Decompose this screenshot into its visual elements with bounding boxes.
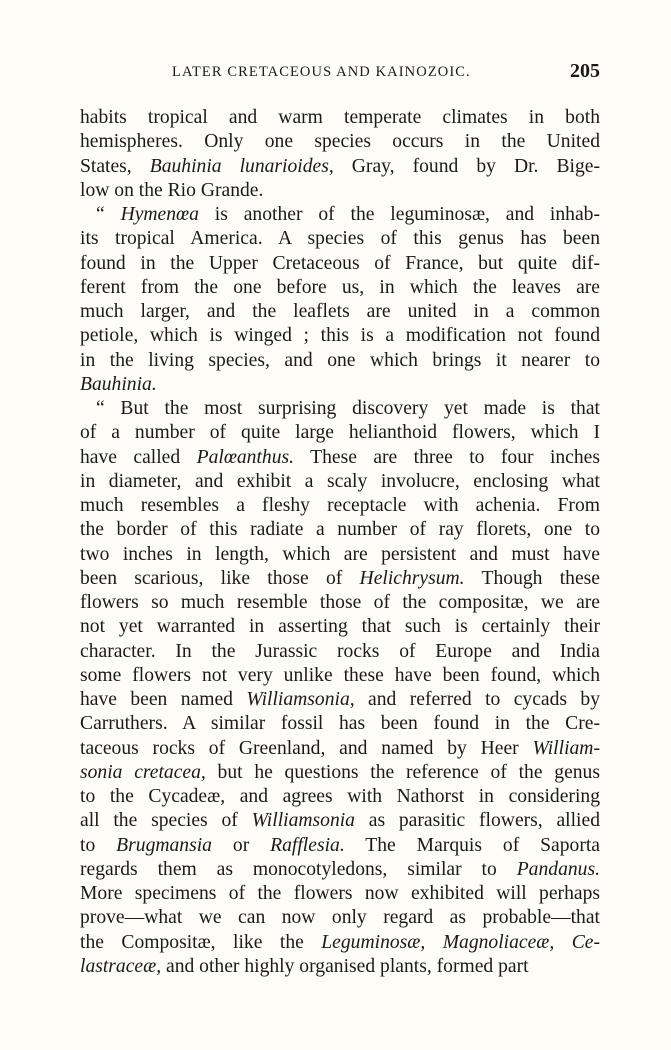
text-segment: much resembles a fleshy receptacle with achenia. From [80,495,600,516]
body-text [80,106,600,979]
italic-text: Rafflesia. [270,834,345,856]
text-line [80,227,600,251]
text-line [80,373,600,397]
text-segment: More specimens of the flowers now exhibited will perhaps [80,883,600,904]
text-line [80,155,600,179]
text-segment: the Compositæ, like the [80,931,322,953]
running-head: LATER CRETACEOUS AND KAINOZOIC. [172,64,471,80]
text-line [80,203,600,227]
text-segment: character. In the Jurassic rocks of Europe and India [80,640,600,662]
text-line [80,688,600,712]
text-segment: Though these [464,567,600,589]
text-segment: not yet warranted in asserting that such is certainly their [80,616,600,638]
text-line [80,712,600,736]
text-segment: some flowers not very unlike these have been found, which [80,664,600,686]
text-segment: low on the Rio Grande. [80,179,264,201]
text-segment: Carruthers. A similar fossil has been found in the Cre- [80,713,600,735]
text-segment: is another of the leguminosæ, and inhab- [198,204,600,225]
text-segment: as parasitic flowers, allied [354,810,600,832]
text-segment: of a number of quite large helianthoid flowers, which I [80,422,600,444]
text-line [80,130,600,154]
italic-text: Hymenœa [120,204,199,225]
text-line [80,761,600,785]
paragraph [80,106,600,203]
text-segment: or [211,834,271,856]
italic-text: Pandanus. [516,858,600,880]
text-segment: in diameter, and exhibit a scaly involucre, enclosing what [80,470,600,492]
text-segment: ferent from the one before us, in which the leaves are [80,276,600,298]
text-line [80,494,600,518]
text-segment: two inches in length, which are persistent and must have [80,543,600,565]
text-line [80,300,600,324]
text-segment: and other highly organised plants, formed part [161,955,529,977]
paragraph [80,203,600,397]
text-segment: all the species of [80,810,252,832]
italic-text: Williamsonia, [246,689,355,710]
text-segment: The Marquis of Saporta [344,834,600,856]
text-segment: petiole, which is winged ; this is a modification not found [80,325,600,347]
page-number: 205 [570,60,600,82]
text-line [80,421,600,445]
text-line [80,543,600,567]
paragraph [80,397,600,979]
text-segment: but he questions the reference of the genus [205,761,600,783]
text-line [80,664,600,688]
text-line [80,615,600,639]
text-line [80,955,600,979]
text-segment: found in the Upper Cretaceous of France, but quite dif- [80,252,600,274]
italic-text: Bauhinia lunarioides, [149,155,334,177]
text-segment: taceous rocks of Greenland, and named by Heer [80,737,533,759]
text-segment: “ [96,204,121,225]
italic-text: William- [532,737,600,759]
text-line [80,397,600,421]
text-segment: have called [80,446,197,468]
text-segment: and referred to cycads by [354,689,600,710]
text-segment: Gray, found by Dr. Bige- [333,155,600,177]
text-line [80,785,600,809]
text-segment: its tropical America. A species of this genus has been [80,228,600,250]
book-page [80,60,600,979]
text-line [80,931,600,955]
text-segment: much larger, and the leaflets are united in a common [80,301,600,322]
text-line [80,179,600,203]
text-line [80,737,600,761]
text-line [80,906,600,930]
text-line [80,567,600,591]
italic-text: Leguminosæ, Magnoliaceæ, Ce- [321,931,601,953]
text-segment: have been named [80,689,247,710]
italic-text: Bauhinia. [80,373,157,395]
page-header [80,60,600,90]
text-line [80,276,600,300]
text-line [80,518,600,542]
text-segment: to [80,834,117,856]
text-segment: been scarious, like those of [80,567,360,589]
italic-text: lastraceæ, [80,955,162,977]
text-line [80,470,600,494]
italic-text: sonia cretacea, [80,761,206,783]
text-segment: regards them as monocotyledons, similar to [80,858,517,880]
text-segment: habits tropical and warm temperate climates in both [80,107,600,128]
text-line [80,640,600,664]
italic-text: Palœanthus. [196,446,295,468]
text-line [80,858,600,882]
text-segment: “ But the most surprising discovery yet made is that [96,398,600,419]
text-segment: prove—what we can now only regard as probable—that [80,907,600,929]
text-line [80,446,600,470]
text-segment: the border of this radiate a number of ray florets, one to [80,519,600,541]
italic-text: Brugmansia [116,834,212,856]
text-segment: to the Cycadeæ, and agrees with Nathorst in considering [80,786,600,807]
text-line [80,349,600,373]
text-line [80,106,600,130]
text-line [80,252,600,276]
text-segment: States, [80,155,150,177]
text-segment: hemispheres. Only one species occurs in the United [80,131,600,153]
italic-text: Helichrysum. [359,567,465,589]
text-line [80,591,600,615]
text-line [80,834,600,858]
italic-text: Williamsonia [251,810,355,832]
text-line [80,882,600,906]
text-segment: flowers so much resemble those of the compositæ, we are [80,592,600,613]
text-line [80,809,600,833]
text-line [80,324,600,348]
text-segment: These are three to four inches [294,446,601,468]
text-segment: in the living species, and one which brings it nearer to [80,349,600,371]
